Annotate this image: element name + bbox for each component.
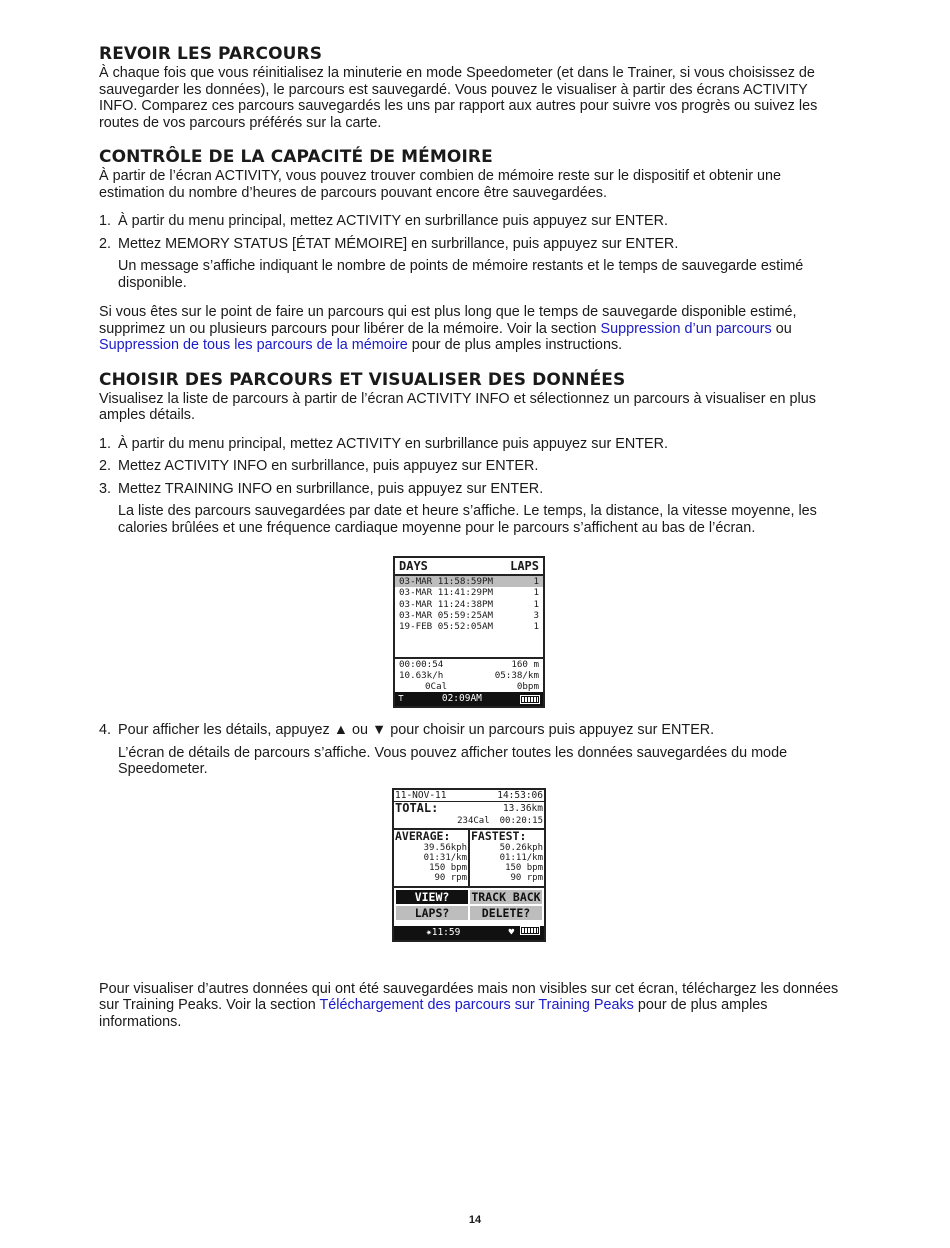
outro-paragraph bbox=[99, 981, 839, 1031]
route-stats bbox=[394, 830, 544, 888]
status-clock: 02:09AM bbox=[441, 693, 482, 704]
summary-pace: 05:38/km bbox=[494, 670, 539, 681]
average-label: AVERAGE: bbox=[395, 828, 451, 843]
route-list-header bbox=[395, 558, 543, 576]
route-laps: 1 bbox=[533, 598, 539, 610]
step-note: La liste des parcours sauvegardées par date et heure s’affiche. Le temps, la distance, la vitesse moyenne, les calories brûlées et une fréquence cardiaque moyenne pour le parcours s’affichent au bas de l’écran. bbox=[118, 503, 817, 536]
delete-button[interactable]: DELETE? bbox=[470, 906, 542, 920]
route-laps: 1 bbox=[533, 587, 539, 599]
heart-icon: ♥ bbox=[508, 926, 515, 938]
list-item bbox=[99, 213, 839, 230]
average-speed: 39.56kph bbox=[423, 842, 467, 853]
route-date: 19-FEB 05:52:05AM bbox=[399, 621, 494, 633]
list-item bbox=[99, 236, 839, 292]
route-summary bbox=[395, 657, 543, 692]
summary-calories: 0Cal bbox=[425, 681, 448, 692]
battery-icon bbox=[520, 695, 540, 704]
list-item bbox=[99, 481, 839, 537]
backlight-icon: ✷ bbox=[426, 926, 432, 938]
summary-distance: 160 m bbox=[511, 659, 539, 670]
page-content bbox=[99, 44, 839, 1030]
link-training-peaks[interactable]: Téléchargement des parcours sur Training Peaks bbox=[319, 997, 634, 1013]
list-item bbox=[99, 436, 839, 453]
summary-heart-rate: 0bpm bbox=[516, 681, 539, 692]
step-note: L’écran de détails de parcours s’affiche. Vous pouvez afficher toutes les données sauvegardées du mode Speedometer. bbox=[118, 744, 788, 777]
table-row[interactable] bbox=[395, 610, 543, 621]
average-column bbox=[394, 830, 470, 886]
total-distance: 13.36km bbox=[502, 802, 543, 814]
memory-paragraph-text-c: pour de plus amples instructions. bbox=[407, 337, 623, 353]
step-number: 1. bbox=[99, 213, 112, 229]
step-number: 3. bbox=[99, 480, 112, 497]
choose-steps-list bbox=[99, 436, 839, 537]
table-row[interactable] bbox=[395, 587, 543, 598]
route-date: 03-MAR 11:58:59PM bbox=[399, 576, 494, 587]
gps-signal-icon: ⊤ bbox=[398, 693, 404, 704]
link-delete-route[interactable]: Suppression d’un parcours bbox=[600, 320, 772, 337]
down-arrow-icon: ▼ bbox=[372, 722, 387, 738]
section-intro-memory-capacity: À partir de l’écran ACTIVITY, vous pouvez trouver combien de mémoire reste sur le dispositif et obtenir une estimation du nombre d’heures de parcours pouvant encore être sauvegardées. bbox=[99, 168, 782, 201]
route-laps: 1 bbox=[533, 576, 539, 587]
average-cadence: 90 rpm bbox=[434, 872, 467, 883]
column-header-laps: LAPS bbox=[510, 559, 539, 573]
route-total bbox=[394, 802, 544, 830]
laps-button[interactable]: LAPS? bbox=[396, 906, 468, 920]
step-text: Mettez TRAINING INFO en surbrillance, puis appuyez sur ENTER. bbox=[118, 480, 544, 497]
route-date: 03-MAR 11:41:29PM bbox=[399, 587, 494, 599]
step-four-list bbox=[99, 722, 839, 778]
column-header-days: DAYS bbox=[399, 559, 428, 573]
device-status-bar bbox=[394, 926, 544, 940]
status-clock-group bbox=[426, 926, 460, 940]
route-actions bbox=[394, 888, 544, 922]
fastest-pace: 01:11/km bbox=[499, 852, 543, 863]
route-laps: 3 bbox=[533, 609, 539, 621]
route-time: 14:53:06 bbox=[497, 789, 543, 801]
fastest-speed: 50.26kph bbox=[499, 842, 543, 853]
summary-time: 00:00:54 bbox=[399, 659, 444, 670]
figure-route-details bbox=[99, 788, 839, 942]
status-clock: 11:59 bbox=[431, 926, 461, 938]
section-title-choose-routes: CHOISIR DES PARCOURS ET VISUALISER DES DONNÉES bbox=[99, 369, 626, 390]
step-note: Un message s’affiche indiquant le nombre de points de mémoire restants et le temps de sauvegarde estimé disponible. bbox=[118, 258, 804, 291]
fastest-heart-rate: 150 bpm bbox=[505, 862, 543, 873]
step-number: 1. bbox=[99, 435, 112, 452]
memory-paragraph-text-b: ou bbox=[771, 320, 792, 337]
route-datetime bbox=[394, 790, 544, 802]
list-item bbox=[99, 722, 839, 778]
device-screen-route-details bbox=[392, 788, 546, 942]
track-back-button[interactable]: TRACK BACK bbox=[471, 889, 541, 904]
table-row[interactable] bbox=[395, 621, 543, 632]
step-number: 2. bbox=[99, 235, 112, 252]
view-button[interactable]: VIEW? bbox=[396, 890, 468, 904]
figure-route-list bbox=[99, 556, 839, 708]
route-date: 11-NOV-11 bbox=[395, 789, 447, 801]
step-text: À partir du menu principal, mettez ACTIVITY en surbrillance puis appuyez sur ENTER. bbox=[118, 213, 669, 229]
step-text: ou bbox=[347, 722, 372, 738]
average-pace: 01:31/km bbox=[423, 852, 467, 863]
step-text: À partir du menu principal, mettez ACTIVITY en surbrillance puis appuyez sur ENTER. bbox=[118, 435, 669, 452]
up-arrow-icon: ▲ bbox=[333, 722, 348, 738]
step-text: Mettez MEMORY STATUS [ÉTAT MÉMOIRE] en surbrillance, puis appuyez sur ENTER. bbox=[118, 235, 679, 252]
step-text: Mettez ACTIVITY INFO en surbrillance, puis appuyez sur ENTER. bbox=[118, 458, 539, 474]
table-row[interactable] bbox=[395, 576, 543, 587]
memory-paragraph-text-a: Si vous êtes sur le point de faire un parcours qui est plus long que le temps de sauvegarde disponible estimé, supprimez un ou plusieurs parcours pour libérer de la mémoire. Voir la section bbox=[99, 304, 797, 337]
status-icons bbox=[509, 926, 540, 940]
section-title-review-routes: REVOIR LES PARCOURS bbox=[99, 44, 323, 64]
average-heart-rate: 150 bpm bbox=[429, 862, 467, 873]
memory-steps-list bbox=[99, 213, 839, 291]
device-status-bar bbox=[395, 692, 543, 706]
outro-text-b: pour de plus amples informations. bbox=[99, 997, 768, 1030]
step-text: pour choisir un parcours puis appuyez sur ENTER. bbox=[386, 722, 715, 738]
section-intro-choose-routes: Visualisez la liste de parcours à partir de l’écran ACTIVITY INFO et sélectionnez un parcours à visualiser en plus amples détails. bbox=[99, 390, 816, 423]
total-label: TOTAL: bbox=[395, 800, 439, 815]
link-delete-all-routes[interactable]: Suppression de tous les parcours de la mémoire bbox=[99, 337, 408, 353]
memory-paragraph bbox=[99, 304, 839, 354]
route-date: 03-MAR 05:59:25AM bbox=[399, 609, 494, 621]
device-screen-route-list bbox=[393, 556, 545, 708]
fastest-cadence: 90 rpm bbox=[510, 872, 543, 883]
route-laps: 1 bbox=[533, 621, 539, 633]
total-time: 00:20:15 bbox=[499, 815, 543, 826]
fastest-column bbox=[470, 830, 544, 886]
page-number: 14 bbox=[468, 1214, 482, 1226]
battery-icon bbox=[520, 926, 540, 935]
outro-text-a: Pour visualiser d’autres données qui ont été sauvegardées mais non visibles sur cet écran, téléchargez les données sur Training Peaks. Voir la section bbox=[99, 980, 839, 1013]
summary-speed: 10.63k/h bbox=[399, 670, 444, 681]
section-title-memory-capacity: CONTRÔLE DE LA CAPACITÉ DE MÉMOIRE bbox=[99, 147, 493, 167]
list-item bbox=[99, 458, 839, 475]
section-body-review-routes: À chaque fois que vous réinitialisez la minuterie en mode Speedometer (et dans le Trainer, si vous choisissez de sauvegarder les données), le parcours est sauvegardé. Vous pouvez le visualiser à partir des écrans ACTIVITY INFO. Comparez ces parcours sauvegardés les uns par rapport aux autres pour suivre vos progrès ou suivez les routes de vos parcours préférés sur la carte. bbox=[99, 65, 818, 131]
step-number: 2. bbox=[99, 458, 112, 474]
total-calories: 234Cal bbox=[457, 815, 490, 826]
table-row[interactable] bbox=[395, 599, 543, 610]
fastest-label: FASTEST: bbox=[471, 828, 527, 843]
route-date: 03-MAR 11:24:38PM bbox=[399, 598, 494, 610]
step-number: 4. bbox=[99, 722, 112, 738]
step-text: Pour afficher les détails, appuyez bbox=[118, 722, 334, 738]
